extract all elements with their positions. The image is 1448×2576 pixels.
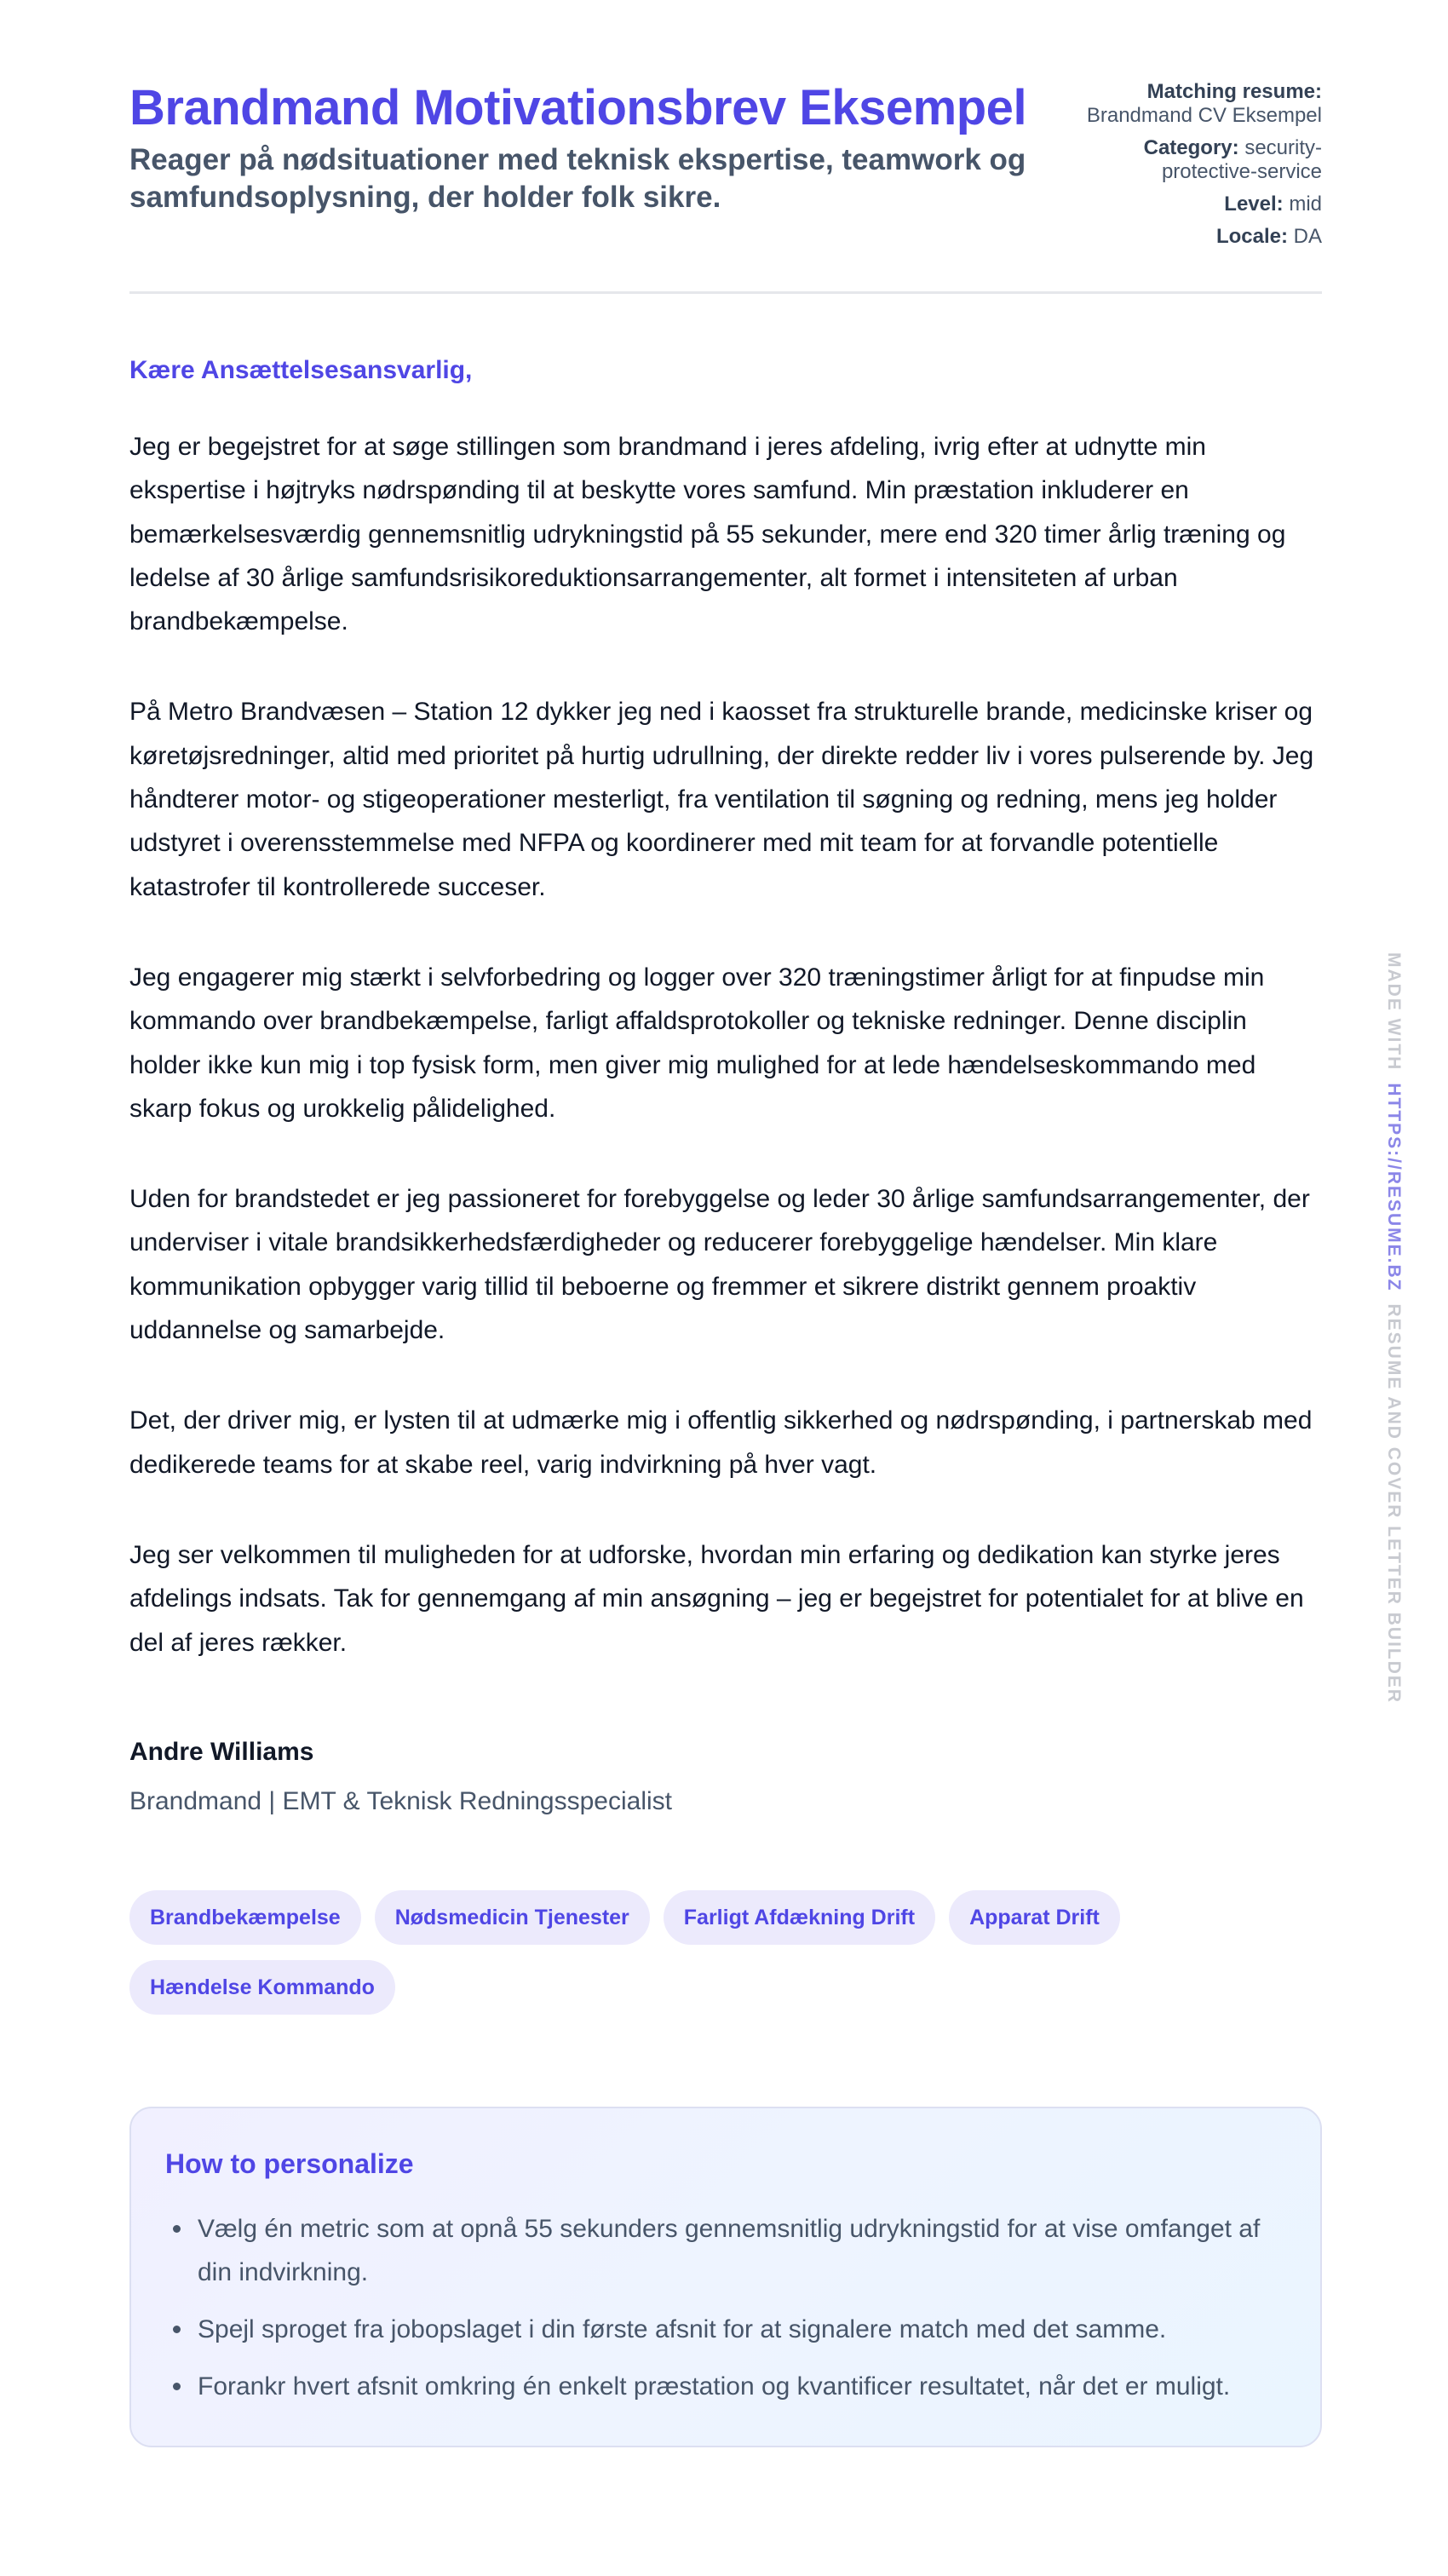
meta-locale-label: Locale: <box>1215 225 1288 248</box>
letter-paragraph: På Metro Brandvæsen – Station 12 dykker jeg ned i kaosset fra strukturelle brande, medicinske kriser og køretøjsredninger, altid med prioritet på hurtig udrullning, der direkte redder liv i vores pulserende by. Jeg håndterer motor- og stigeoperationer mesterligt, fra ventilation til søgning og redning, mens jeg holder udstyret i overensstemmelse med NFPA og koordinerer med mit team for at forvandle potentielle katastrofer til kontrollerede succeser. <box>129 698 1314 901</box>
personalize-card <box>129 2107 1322 2447</box>
meta-matching-resume-label: Matching resume: <box>1146 80 1322 103</box>
meta-matching-resume-value[interactable]: Brandmand CV Eksempel <box>1086 104 1322 127</box>
letter-paragraph: Jeg er begejstret for at søge stillingen som brandmand i jeres afdeling, ivrig efter at udnytte min ekspertise i højtryks nødrspønding til at beskytte vores samfund. Min præstation inkluderer en bemærkelsesværdig gennemsnitlig udrykningstid på 55 sekunder, mere end 320 timer årlig træning og ledelse af 30 årlige samfundsrisikoreduktionsarrangementer, alt formet i intensiteten af urban brandbekæmpelse. <box>129 433 1286 636</box>
letter-paragraph: Jeg engagerer mig stærkt i selvforbedring og logger over 320 træningstimer årligt for at finpudse min kommando over brandbekæmpelse, farligt affaldsprotokoller og tekniske redninger. Denne disciplin holder ikke kun mig i top fysisk form, men giver mig mulighed for at lede hændelseskommando med skarp fokus og urokkelig pålidelighed. <box>129 963 1265 1123</box>
bullet-icon <box>173 2383 181 2390</box>
signature-title: Brandmand | EMT & Teknisk Redningsspecialist <box>129 1786 672 1815</box>
bullet-icon <box>173 2326 181 2333</box>
personalize-title: How to personalize <box>165 2148 414 2179</box>
letter-body <box>129 425 1322 1665</box>
skill-tags <box>129 1890 1152 2015</box>
skill-tag[interactable]: Nødsmedicin Tjenester <box>375 1890 650 1945</box>
page-title: Brandmand Motivationsbrev Eksempel <box>129 80 1027 135</box>
cover-letter-page <box>129 0 1322 2447</box>
skill-tag[interactable]: Apparat Drift <box>949 1890 1120 1945</box>
meta-locale-value: DA <box>1293 225 1322 248</box>
meta-category-value: security-protective-service <box>1161 136 1322 183</box>
skill-tag[interactable]: Farligt Afdækning Drift <box>664 1890 935 1945</box>
letter-paragraph: Uden for brandstedet er jeg passioneret for forebyggelse og leder 30 årlige samfundsarrangementer, der underviser i vitale brandsikkerhedsfærdigheder og reducerer forebyggelige hændelser. Min klare kommunikation opbygger varig tillid til beboerne og fremmer et sikrere distrikt gennem proaktiv uddannelse og samarbejde. <box>129 1185 1310 1345</box>
personalize-tip-text: Forankr hvert afsnit omkring én enkelt præstation og kvantificer resultatet, når det er muligt. <box>198 2372 1231 2401</box>
meta-panel <box>1049 80 1322 257</box>
watermark-suffix: RESUME AND COVER LETTER BUILDER <box>1384 1303 1404 1705</box>
personalize-tip-text: Vælg én metric som at opnå 55 sekunders gennemsnitlig udrykningstid for at vise omfanget af din indvirkning. <box>198 2214 1261 2286</box>
skill-tag[interactable]: Hændelse Kommando <box>129 1960 395 2015</box>
letter-paragraph: Det, der driver mig, er lysten til at udmærke mig i offentlig sikkerhed og nødrspønding, i partnerskab med dedikerede teams for at skabe reel, varig indvirkning på hver vagt. <box>129 1406 1313 1479</box>
letter-header <box>129 0 1322 294</box>
letter-paragraph: Jeg ser velkommen til muligheden for at udforske, hvordan min erfaring og dedikation kan styrke jeres afdelings indsats. Tak for gennemgang af min ansøgning – jeg er begejstret for potentialet for at blive en del af jeres rækker. <box>129 1540 1304 1657</box>
personalize-tips <box>165 2207 1286 2408</box>
meta-locale <box>1049 225 1322 249</box>
personalize-tip <box>165 2207 1286 2294</box>
vertical-watermark <box>1383 952 1404 1704</box>
bullet-icon <box>173 2225 181 2233</box>
meta-level <box>1049 193 1322 216</box>
meta-level-value: mid <box>1289 193 1322 216</box>
meta-level-label: Level: <box>1224 193 1284 216</box>
personalize-tip <box>165 2365 1286 2408</box>
meta-category-label: Category: <box>1143 136 1239 159</box>
page-subtitle: Reager på nødsituationer med teknisk ekspertise, teamwork og samfundsoplysning, der holder folk sikre. <box>129 143 1026 214</box>
meta-category <box>1049 136 1322 184</box>
skill-tag[interactable]: Brandbekæmpelse <box>129 1890 361 1945</box>
personalize-tip <box>165 2308 1286 2351</box>
meta-matching-resume <box>1049 80 1322 128</box>
signature-name: Andre Williams <box>129 1737 314 1766</box>
watermark-prefix: MADE WITH <box>1384 952 1404 1072</box>
watermark-link[interactable]: HTTPS://RESUME.BZ <box>1384 1083 1404 1292</box>
personalize-tip-text: Spejl sproget fra jobopslaget i din første afsnit for at signalere match med det samme. <box>198 2314 1167 2343</box>
letter-greeting: Kære Ansættelsesansvarlig, <box>129 356 473 384</box>
signature-block <box>129 1735 1322 1819</box>
